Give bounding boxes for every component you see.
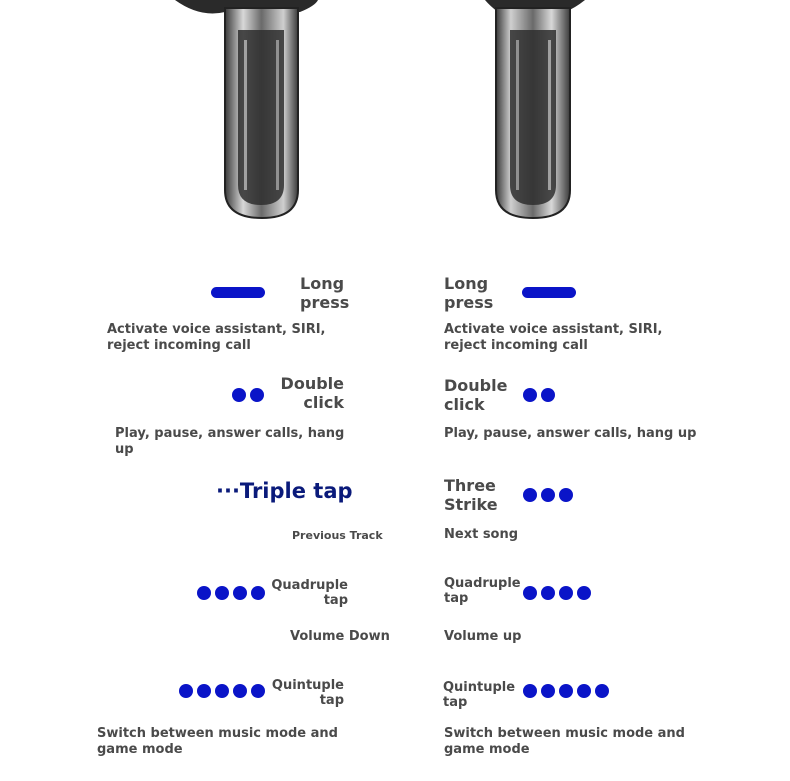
right-long-press-label: Long press	[444, 274, 494, 312]
right-double-click-dots	[523, 388, 555, 402]
right-double-click-description: Play, pause, answer calls, hang up	[444, 426, 697, 441]
left-quintuple-tap-description: Switch between music mode and game mode	[97, 726, 338, 757]
dot-icon	[541, 488, 555, 502]
right-quadruple-tap-label: Quadruple tap	[444, 576, 521, 606]
right-three-strike-label: Three Strike	[444, 476, 498, 514]
right-double-click-label: Double click	[444, 376, 508, 414]
left-quadruple-tap-label: Quadruple tap	[271, 578, 348, 608]
left-earbud-icon	[170, 0, 320, 225]
right-long-press-description: Activate voice assistant, SIRI, reject incoming call	[444, 322, 663, 353]
dot-icon	[215, 586, 229, 600]
right-earbud-icon	[440, 0, 590, 225]
dot-icon	[197, 684, 211, 698]
dot-icon	[595, 684, 609, 698]
left-double-click-label: Double click	[280, 374, 344, 412]
dot-icon	[559, 684, 573, 698]
long-press-bar-icon	[522, 287, 576, 298]
right-quadruple-tap-dots	[523, 586, 591, 600]
dot-icon	[233, 586, 247, 600]
left-triple-tap-label: ···Triple tap	[216, 479, 353, 503]
dot-icon	[523, 488, 537, 502]
right-three-strike-description: Next song	[444, 527, 519, 542]
right-quintuple-tap-description: Switch between music mode and game mode	[444, 726, 685, 757]
dot-icon	[577, 586, 591, 600]
left-double-click-dots	[232, 388, 264, 402]
left-quadruple-tap-dots	[197, 586, 265, 600]
dot-icon	[577, 684, 591, 698]
right-quadruple-tap-description: Volume up	[444, 629, 522, 644]
left-quintuple-tap-label: Quintuple tap	[271, 678, 344, 708]
right-three-strike-dots	[523, 488, 573, 502]
left-triple-tap-description: Previous Track	[292, 529, 383, 542]
dot-icon	[251, 586, 265, 600]
dot-icon	[523, 388, 537, 402]
dot-icon	[541, 388, 555, 402]
left-quintuple-tap-dots	[179, 684, 265, 698]
dot-icon	[559, 488, 573, 502]
left-long-press-label: Long press	[300, 274, 350, 312]
dot-icon	[559, 586, 573, 600]
dot-icon	[523, 586, 537, 600]
dot-icon	[541, 586, 555, 600]
left-quadruple-tap-description: Volume Down	[290, 629, 390, 644]
dot-icon	[523, 684, 537, 698]
right-quintuple-tap-dots	[523, 684, 609, 698]
dot-icon	[179, 684, 193, 698]
dot-icon	[541, 684, 555, 698]
long-press-bar-icon	[211, 287, 265, 298]
left-long-press-description: Activate voice assistant, SIRI, reject incoming call	[107, 322, 326, 353]
dot-icon	[233, 684, 247, 698]
dot-icon	[197, 586, 211, 600]
right-quintuple-tap-label: Quintuple tap	[443, 680, 516, 710]
dot-icon	[215, 684, 229, 698]
dot-icon	[250, 388, 264, 402]
left-double-click-description: Play, pause, answer calls, hang up	[115, 426, 345, 457]
dot-icon	[251, 684, 265, 698]
dot-icon	[232, 388, 246, 402]
